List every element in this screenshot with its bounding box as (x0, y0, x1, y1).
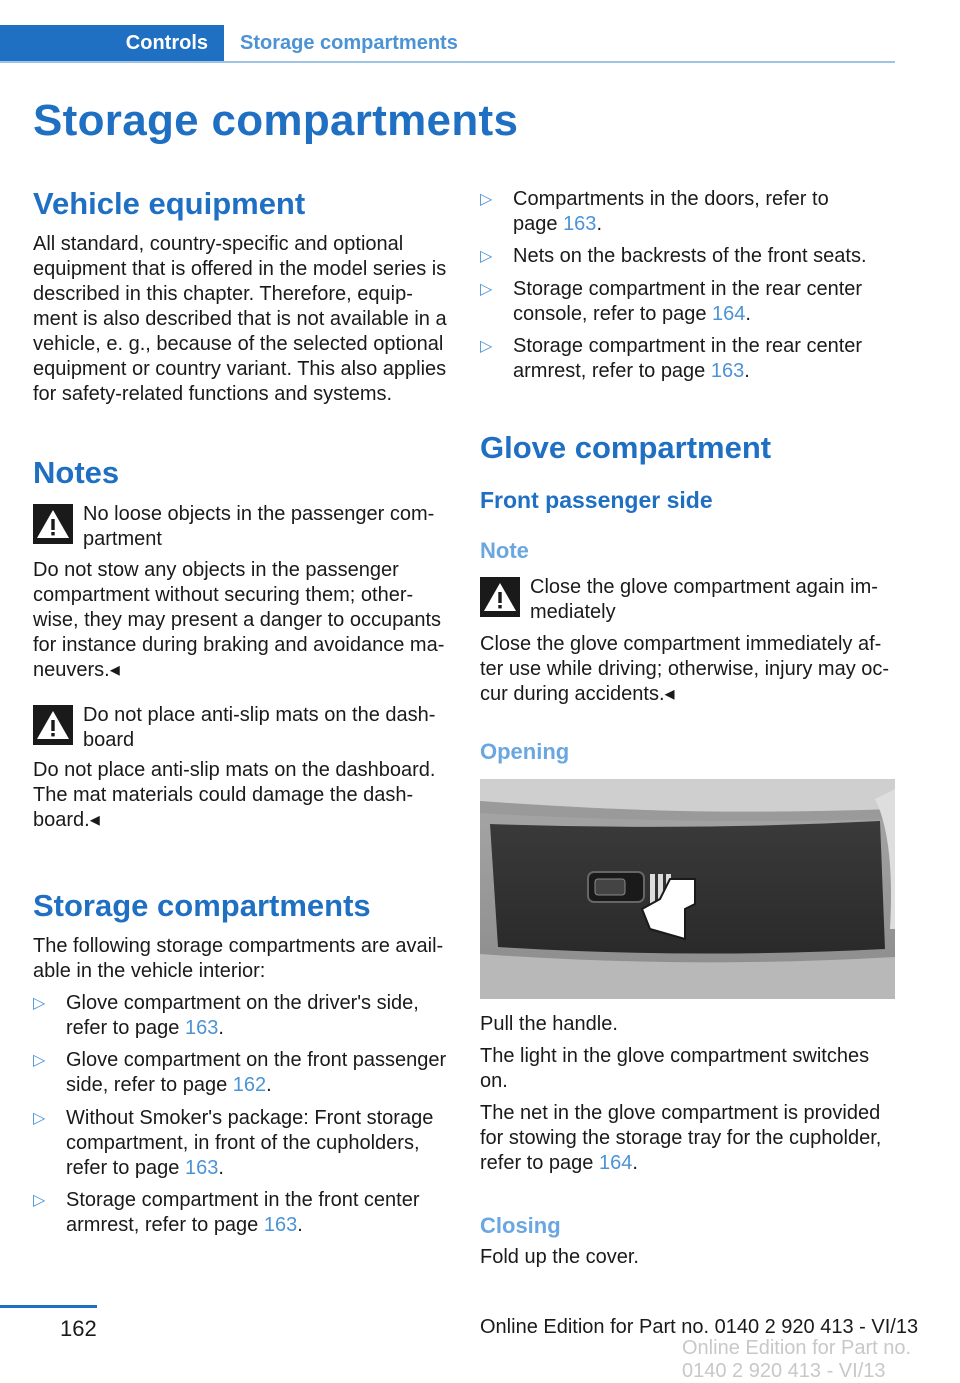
warning-icon (480, 577, 520, 617)
page-link[interactable]: 163 (563, 213, 597, 235)
header-bar (0, 25, 895, 63)
heading-notes: Notes (33, 455, 120, 490)
warning-body-loose-objects: Do not stow any objects in the passenger compartment without securing them; other- wise, they may present a danger to occupants for instance during braking and avoidance ma- neuvers.◂ (33, 559, 445, 681)
page-number: 162 (60, 1316, 97, 1341)
bullet-triangle-icon: ▷ (33, 1192, 46, 1209)
page-link[interactable]: 163 (710, 360, 745, 382)
storage-intro: The following storage compartments are avail- able in the vehicle interior: (33, 935, 444, 982)
warning-body-anti-slip-mats: Do not place anti-slip mats on the dashboard. The mat materials could damage the dash- board.◂ (33, 759, 436, 831)
bullet-triangle-icon: ▷ (480, 338, 493, 355)
opening-text: Pull the handle. The light in the glove compartment switches on. The net in the glove compartment is provided for stowing the storage tray for the cupholder, refer to page 164. (480, 1013, 882, 1174)
subheading-front-passenger-side: Front passenger side (480, 487, 713, 513)
bullet-triangle-icon: ▷ (480, 191, 493, 208)
bullet-triangle-icon: ▷ (480, 281, 493, 298)
warning-title: No loose objects in the passenger com- partment (83, 503, 435, 550)
page-link[interactable]: 163 (184, 1017, 219, 1039)
tab-storage-compartments[interactable]: Storage compartments (240, 32, 458, 54)
warning-body-close-glove: Close the glove compartment immediately af- ter use while driving; otherwise, injury may oc- cur during accidents.◂ (480, 633, 890, 705)
warning-close-glove (480, 575, 895, 627)
warning-loose-objects (33, 502, 449, 554)
heading-closing: Closing (480, 1213, 561, 1238)
closing-text: Fold up the cover. (480, 1246, 639, 1268)
tab-controls[interactable]: Controls (0, 25, 224, 61)
heading-vehicle-equipment: Vehicle equipment (33, 186, 306, 221)
page-title: Storage compartments (33, 96, 519, 145)
bullet-triangle-icon: ▷ (33, 1052, 46, 1069)
warning-title: Close the glove compartment again im- mediately (530, 576, 878, 623)
bullet-triangle-icon: ▷ (33, 1110, 46, 1127)
warning-icon (33, 705, 73, 745)
warning-anti-slip-mats (33, 703, 449, 755)
warning-title: Do not place anti-slip mats on the dash- board (83, 704, 436, 751)
page-link[interactable]: 163 (184, 1157, 219, 1179)
page-link[interactable]: 162 (232, 1074, 267, 1096)
glove-compartment-photo (480, 779, 895, 999)
heading-storage-compartments: Storage compartments (33, 888, 371, 923)
page-link[interactable]: 164 (712, 303, 746, 325)
page-link[interactable]: 163 (263, 1214, 298, 1236)
warning-icon (33, 504, 73, 544)
watermark: Online Edition for Part no. 0140 2 920 413 - VI/13 (682, 1337, 912, 1382)
bullet-triangle-icon: ▷ (33, 995, 46, 1012)
edition-text: Online Edition for Part no. 0140 2 920 413 - VI/13 (480, 1316, 919, 1338)
page-link[interactable]: 164 (598, 1152, 633, 1174)
heading-note: Note (480, 538, 529, 563)
heading-glove-compartment: Glove compartment (480, 430, 772, 465)
bullet-triangle-icon: ▷ (480, 248, 493, 265)
footer-rule (0, 1305, 97, 1308)
vehicle-equipment-text: All standard, country-specific and optional equipment that is offered in the model series is described in this chapter. Therefore, equip- ment is also described that is not available in a vehicle, e. g., because of the selected optional equipment or country variant. This also applies for safety-related functions and systems. (33, 233, 447, 405)
heading-opening: Opening (480, 739, 570, 764)
